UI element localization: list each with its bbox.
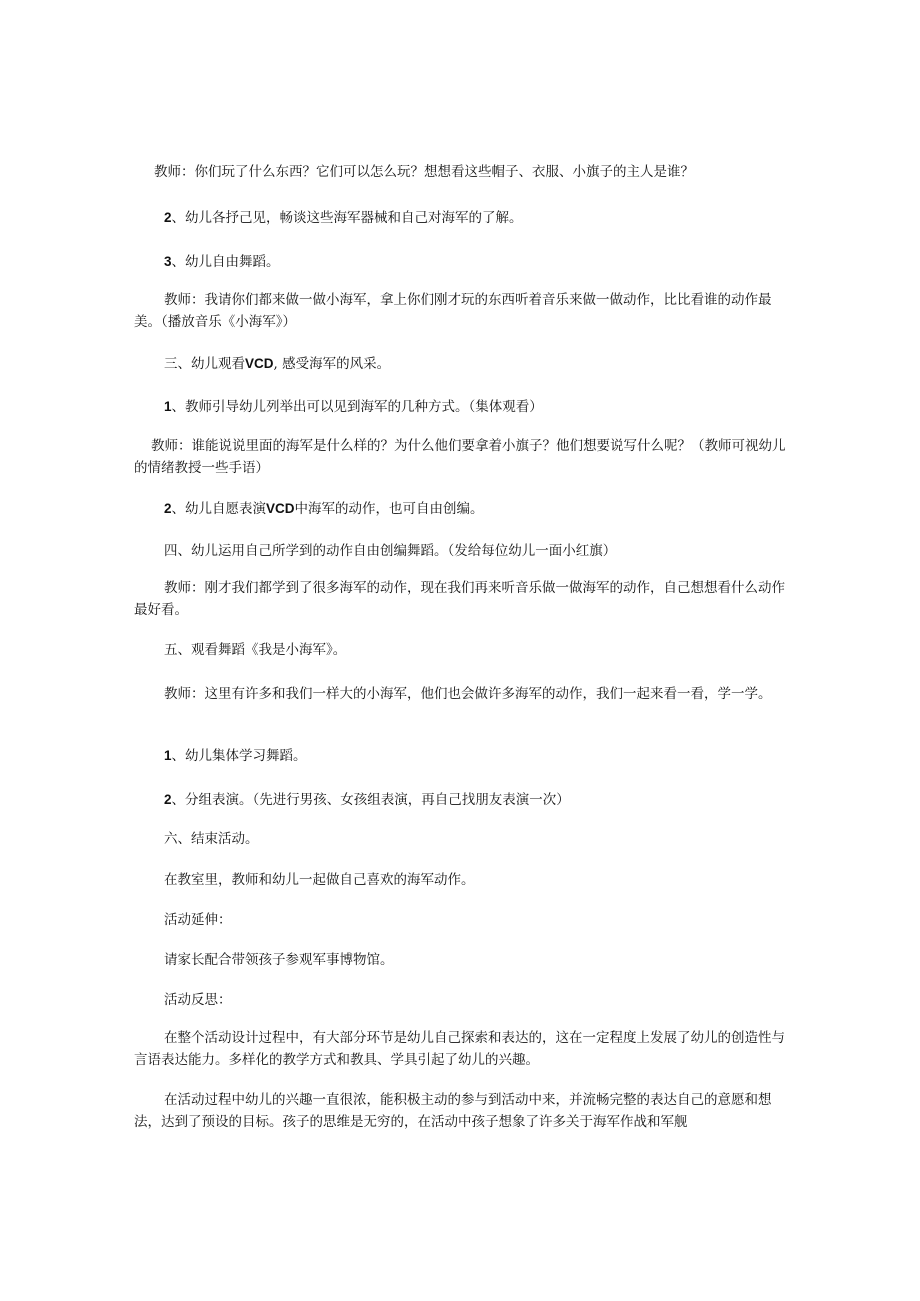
paragraph-text: 、幼儿自由舞蹈。 bbox=[171, 254, 280, 270]
heading-reflection bbox=[134, 989, 786, 1011]
paragraph-text: 在教室里，教师和幼儿一起做自己喜欢的海军动作。 bbox=[164, 872, 475, 888]
paragraph-teacher-watch bbox=[134, 683, 786, 705]
paragraph-text: 教师：这里有许多和我们一样大的小海军，他们也会做许多海军的动作，我们一起来看一看，学一学。 bbox=[164, 686, 772, 702]
paragraph-step-2c bbox=[134, 789, 786, 811]
step-number: 1 bbox=[164, 399, 172, 414]
step-number: 3 bbox=[164, 254, 172, 269]
paragraph-text: 、幼儿自愿表演 bbox=[171, 501, 267, 517]
paragraph-teacher-discussion bbox=[134, 435, 786, 479]
step-number: 2 bbox=[164, 501, 172, 516]
paragraph-step-1 bbox=[134, 396, 786, 418]
paragraph-text: 在整个活动设计过程中，有大部分环节是幼儿自己探索和表达的，这在一定程度上发展了幼儿的创造性与言语表达能力。多样化的教学方式和教具、学具引起了幼儿的兴趣。 bbox=[134, 1030, 785, 1068]
paragraph-text: 六、结束活动。 bbox=[164, 831, 259, 847]
paragraph-reflection-2 bbox=[134, 1089, 786, 1133]
paragraph-extension bbox=[134, 949, 786, 971]
paragraph-step-2b bbox=[134, 498, 786, 520]
vcd-label: VCD bbox=[266, 501, 295, 516]
section-heading-5 bbox=[134, 639, 786, 661]
paragraph-text: 、教师引导幼儿列举出可以见到海军的几种方式。（集体观看） bbox=[171, 399, 543, 415]
paragraph-text: 、幼儿集体学习舞蹈。 bbox=[171, 748, 307, 764]
paragraph-closing bbox=[134, 869, 786, 891]
step-number: 2 bbox=[164, 210, 172, 225]
step-number: 2 bbox=[164, 792, 172, 807]
paragraph-text: 、幼儿各抒己见，畅谈这些海军器械和自己对海军的了解。 bbox=[171, 210, 523, 226]
step-number: 1 bbox=[164, 748, 172, 763]
paragraph-text: 教师：我请你们都来做一做小海军，拿上你们刚才玩的东西听着音乐来做一做动作，比比看谁的动作最美。（播放音乐《小海军》） bbox=[134, 292, 772, 330]
paragraph-text: 请家长配合带领孩子参观军事博物馆。 bbox=[164, 952, 394, 968]
paragraph-text: 在活动过程中幼儿的兴趣一直很浓，能积极主动的参与到活动中来，并流畅完整的表达自己的意愿和想法，达到了预设的目标。孩子的思维是无穷的，在活动中孩子想象了许多关于海军作战和军舰 bbox=[134, 1092, 772, 1130]
paragraph-reflection-1 bbox=[134, 1027, 786, 1071]
paragraph-step-2 bbox=[134, 207, 786, 229]
paragraph-text: , 感受海军的风采。 bbox=[273, 356, 391, 372]
paragraph-teacher-instruction bbox=[134, 289, 786, 333]
paragraph-step-1b bbox=[134, 745, 786, 767]
paragraph-text: 教师：刚才我们都学到了很多海军的动作，现在我们再来听音乐做一做海军的动作，自己想想看什么动作最好看。 bbox=[134, 580, 785, 618]
paragraph-text: 三、幼儿观看 bbox=[164, 356, 245, 372]
paragraph-text: 活动反思： bbox=[164, 992, 232, 1008]
paragraph-text: 、分组表演。（先进行男孩、女孩组表演，再自己找朋友表演一次） bbox=[171, 792, 570, 808]
paragraph-text: 活动延伸： bbox=[164, 912, 232, 928]
paragraph-step-3 bbox=[134, 251, 786, 273]
section-heading-3 bbox=[134, 353, 786, 375]
paragraph-text: 四、幼儿运用自己所学到的动作自由创编舞蹈。（发给每位幼儿一面小红旗） bbox=[164, 543, 617, 559]
section-heading-4 bbox=[134, 540, 786, 562]
paragraph-text: 教师：谁能说说里面的海军是什么样的？为什么他们要拿着小旗子？他们想要说写什么呢？（教师可视幼儿的情绪教授一些手语） bbox=[134, 438, 786, 476]
heading-extension bbox=[134, 909, 786, 931]
paragraph-text: 教师：你们玩了什么东西？它们可以怎么玩？想想看这些帽子、衣服、小旗子的主人是谁？ bbox=[154, 164, 694, 180]
paragraph-text: 中海军的动作，也可自由创编。 bbox=[294, 501, 484, 517]
paragraph-teacher-question bbox=[134, 161, 786, 183]
vcd-label: VCD bbox=[245, 356, 274, 371]
section-heading-6 bbox=[134, 828, 786, 850]
paragraph-text: 五、观看舞蹈《我是小海军》。 bbox=[164, 642, 347, 658]
paragraph-teacher-recap bbox=[134, 577, 786, 621]
